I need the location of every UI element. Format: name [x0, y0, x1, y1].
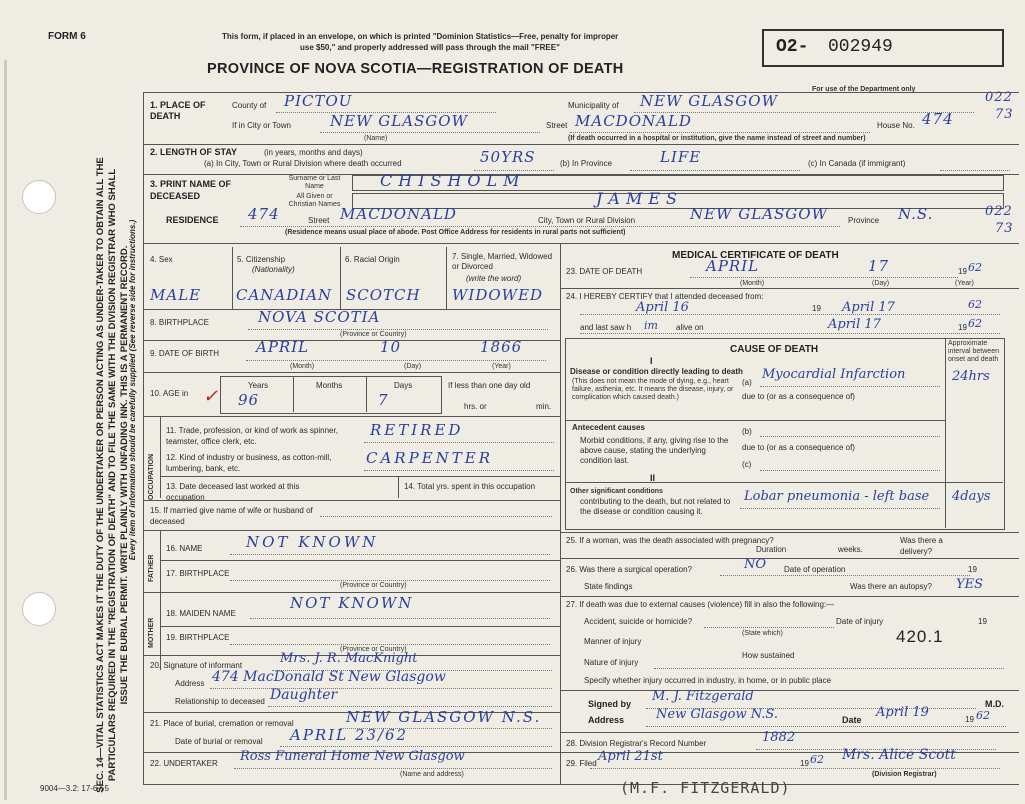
birthplace-label: 8. BIRTHPLACE — [150, 318, 209, 327]
paper-edge — [4, 60, 7, 800]
accident-label: Accident, suicide or homicide? — [584, 617, 693, 626]
postage-note-2: use $50," and properly addressed will pass through the mail "FREE" — [300, 43, 560, 52]
municipality-value: NEW GLASGOW — [640, 92, 779, 110]
father-name-label: 16. NAME — [166, 544, 203, 553]
last-saw-label: and last saw h — [580, 323, 632, 332]
signed-date-year: 62 — [976, 709, 990, 722]
operation-date-label: Date of operation — [784, 565, 846, 574]
total-years-label: 14. Total yrs. spent in this occupation — [404, 482, 536, 491]
city-value: NEW GLASGOW — [330, 112, 469, 130]
residence-house: 474 — [248, 205, 280, 223]
statute-sidebar: SEC. 14—VITAL STATISTICS ACT MAKES IT THE DUTY OF THE UNDERTAKER OR PERSON ACTING AS UNDER-TAKER TO OBTAIN ALL THE PARTICULARS REQUIRED IN THE "REGISTRATION OF DEATH" AND TO FILE THE SAME WITH THE DIVISION REGISTRAR WHO SHALL ISSUE THE BURIAL PERMIT. WRITE PLAINLY WITH UNFADING INK. THIS IS A PERMANENT RECORD. — [95, 157, 130, 793]
mother-bp-sub: (Province or Country) — [340, 646, 407, 653]
attended-from: April 16 — [636, 300, 689, 315]
surgery-label: 26. Was there a surgical operation? — [566, 565, 692, 574]
physician-address-label: Address — [588, 715, 625, 725]
mother-name: NOT KNOWN — [290, 594, 414, 612]
given-names-label: All Given or Christian Names — [288, 193, 341, 208]
manner-label: Manner of injury — [584, 637, 642, 646]
how-sustained-label: How sustained — [742, 651, 795, 660]
part-2-label: II — [650, 473, 656, 483]
municipality-label: Municipality of — [568, 101, 619, 110]
form-title: PROVINCE OF NOVA SCOTIA—REGISTRATION OF DEATH — [207, 61, 624, 77]
pregnancy-label: 25. If a woman, was the death associated with pregnancy? — [566, 536, 774, 545]
occupation-side-label: OCCUPATION — [148, 453, 155, 500]
postage-note-1: This form, if placed in an envelope, on which is printed "Dominion Statistics—Free, penalty for improper — [222, 32, 619, 41]
informant-address: 474 MacDonald St New Glasgow — [212, 669, 446, 685]
cause-b-marker: (b) — [742, 427, 752, 436]
instructions-sidebar: Every item of information should be carefully supplied (See reverse side for instructions.) — [128, 219, 137, 561]
due-to-2: due to (or as a consequence of) — [742, 443, 855, 452]
residence-city-label: City, Town or Rural Division — [538, 216, 636, 225]
dob-month: APRIL — [256, 338, 310, 356]
informant-address-label: Address — [175, 679, 205, 688]
physician-stamp-note: (M.F. FITZGERALD) — [620, 779, 791, 797]
stay-province-label: (b) In Province — [560, 159, 613, 168]
burial-place-label: 21. Place of burial, cremation or removal — [150, 719, 294, 728]
state-which: (State which) — [742, 630, 783, 637]
injury-date-label: Date of injury — [836, 617, 884, 626]
punch-hole — [22, 592, 56, 626]
attended-century: 19 — [812, 304, 821, 313]
dod-day-sub: (Day) — [872, 280, 890, 287]
father-side-label: FATHER — [148, 554, 155, 582]
date-of-death-day: 17 — [868, 257, 890, 275]
duration-label: Duration — [756, 545, 787, 554]
signed-by-label: Signed by — [588, 699, 632, 709]
residence-province-label: Province — [848, 216, 880, 225]
informant-signature-label: 20. Signature of informant — [150, 661, 243, 670]
other-conditions-note: contributing to the death, but not related to the disease or condition causing it. — [580, 497, 731, 516]
alive-on-century: 19 — [958, 323, 967, 332]
antecedent-note: Morbid conditions, if any, giving rise to the above cause, stating the underlying condition last. — [580, 436, 729, 465]
age-years: 96 — [238, 391, 260, 409]
external-causes-label: 27. If death was due to external causes (violence) fill in also the following:— — [566, 600, 835, 609]
dob-year: 1866 — [480, 338, 523, 356]
print-code: 9004—3.2: 17-6-55 — [40, 784, 109, 793]
father-bp-sub: (Province or Country) — [340, 582, 407, 589]
immediate-cause-note: (This does not mean the mode of dying, e.g., heart failure, asthenia, etc. It means the disease, injury, or complication which caused death.) — [572, 378, 734, 401]
given-names-value: JAMES — [596, 189, 683, 208]
record-number: 1882 — [762, 730, 796, 745]
date-of-death-label: 23. DATE OF DEATH — [566, 267, 643, 276]
autopsy-value: YES — [956, 577, 983, 592]
other-cause-value: Lobar pneumonia - left base — [744, 489, 930, 504]
citizenship-sub: (Nationality) — [252, 265, 295, 274]
mother-birthplace-label: 19. BIRTHPLACE — [166, 633, 230, 642]
age-months-label: Months — [316, 381, 343, 390]
alive-on-label: alive on — [676, 323, 704, 332]
registrar-signature: Mrs. Alice Scott — [842, 747, 956, 763]
wife-label: 15. If married give name of wife or husband of deceased — [150, 506, 313, 526]
dept-code-1: 022 — [985, 90, 1013, 105]
signed-date: April 19 — [876, 705, 929, 720]
undertaker-sub: (Name and address) — [400, 771, 464, 778]
reg-prefix: O2- — [776, 37, 809, 57]
interval-label: Approximate interval between onset and death — [948, 340, 999, 363]
age-check-mark: ✓ — [203, 386, 219, 407]
dept-code-4: 73 — [995, 221, 1014, 236]
residence-street-label: Street — [308, 216, 330, 225]
stay-city-value: 50YRS — [480, 148, 536, 166]
md-label: M.D. — [985, 699, 1004, 709]
date-of-death-century: 19 — [958, 267, 967, 276]
dob-label: 9. DATE OF BIRTH — [150, 349, 220, 358]
dept-use: For use of the Department only — [812, 86, 916, 93]
filed-label: 29. Filed — [566, 759, 597, 768]
burial-place: NEW GLASGOW N.S. — [346, 708, 542, 726]
operation-date-century: 19 — [968, 565, 977, 574]
surname-value: CHISHOLM — [380, 171, 526, 190]
street-value: MACDONALD — [575, 112, 692, 130]
house-label: House No. — [877, 121, 915, 130]
attended-to: April 17 — [842, 300, 895, 315]
surname-label: Surname or Last Name — [288, 175, 341, 190]
citizenship-label: 5. Citizenship — [237, 255, 286, 264]
cause-c-marker: (c) — [742, 460, 752, 469]
dod-year-sub: (Year) — [955, 280, 974, 287]
other-cause-interval: 4days — [952, 489, 991, 504]
part-1-label: I — [650, 356, 653, 366]
residence-province: N.S. — [898, 205, 934, 223]
filed-date: April 21st — [598, 749, 663, 764]
antecedent-label: Antecedent causes — [572, 423, 645, 432]
trade-label: 11. Trade, profession, or kind of work as spinner, teamster, office clerk, etc. — [166, 426, 338, 446]
alive-on-value: April 17 — [828, 317, 881, 332]
hospital-note: (If death occurred in a hospital or institution, give the name instead of street and number) — [568, 135, 866, 142]
street-label: Street — [546, 121, 568, 130]
age-days-label: Days — [394, 381, 413, 390]
birthplace-value: NOVA SCOTIA — [258, 308, 381, 326]
hrs-label: hrs. or — [464, 402, 487, 411]
filed-century: 19 — [800, 759, 809, 768]
sex-label: 4. Sex — [150, 255, 173, 264]
signed-date-label: Date — [842, 715, 862, 725]
physician-signature: M. J. Fitzgerald — [652, 689, 754, 704]
other-conditions-label: Other significant conditions — [570, 488, 663, 495]
weeks-label: weeks. — [838, 545, 863, 554]
residence-label: RESIDENCE — [166, 215, 219, 225]
age-days: 7 — [378, 391, 389, 409]
dod-month-sub: (Month) — [740, 280, 765, 287]
birthplace-sub: (Province or Country) — [340, 331, 407, 338]
cause-a-marker: (a) — [742, 378, 752, 387]
age-years-label: Years — [248, 381, 269, 390]
mother-side-label: MOTHER — [148, 617, 155, 648]
industry-question-label: Specify whether injury occurred in industry, in home, or in public place — [584, 676, 832, 685]
father-birthplace-label: 17. BIRTHPLACE — [166, 569, 230, 578]
city-label: If in City or Town — [232, 121, 291, 130]
record-number-label: 28. Division Registrar's Record Number — [566, 739, 707, 748]
date-of-death-year: 62 — [968, 261, 982, 274]
physician-address: New Glasgow N.S. — [656, 707, 778, 722]
medical-certificate-heading: MEDICAL CERTIFICATE OF DEATH — [672, 250, 839, 261]
name-note: (Name) — [364, 135, 388, 142]
father-name: NOT KNOWN — [246, 533, 379, 551]
stay-city-label: (a) In City, Town or Rural Division where death occurred — [204, 159, 402, 168]
burial-date: APRIL 23/62 — [290, 726, 409, 744]
dept-code-3: 022 — [985, 204, 1013, 219]
delivery-label: Was there a delivery? — [900, 536, 943, 556]
racial-origin-label: 6. Racial Origin — [345, 255, 400, 264]
undertaker-label: 22. UNDERTAKER — [150, 759, 218, 768]
registrar-sub: (Division Registrar) — [872, 771, 937, 778]
injury-date-century: 19 — [978, 617, 987, 626]
print-name-label: 3. PRINT NAME OF DECEASED — [150, 179, 232, 201]
dept-code-2: 73 — [995, 107, 1014, 122]
residence-note: (Residence means usual place of abode. Post Office Address for residents in rural parts not sufficient) — [285, 229, 626, 236]
signed-date-century: 19 — [965, 715, 974, 724]
relationship-label: Relationship to deceased — [175, 697, 265, 706]
less-day-label: If less than one day old — [448, 381, 531, 390]
state-findings-label: State findings — [584, 582, 633, 591]
immediate-cause-label: Disease or condition directly leading to death — [570, 367, 743, 376]
last-saw-him: im — [644, 319, 658, 332]
cause-of-death-heading: CAUSE OF DEATH — [730, 344, 819, 355]
county-label: County of — [232, 101, 267, 110]
last-worked-label: 13. Date deceased last worked at this occupation — [166, 482, 300, 502]
sex-value: MALE — [150, 286, 202, 304]
reg-number: 002949 — [828, 37, 893, 57]
filed-year: 62 — [810, 753, 824, 766]
residence-city: NEW GLASGOW — [690, 205, 829, 223]
residence-street: MACDONALD — [340, 205, 457, 223]
date-of-death-month: APRIL — [706, 257, 760, 275]
racial-origin-value: SCOTCH — [346, 286, 421, 304]
alive-on-year: 62 — [968, 317, 982, 330]
attended-label: 24. I HEREBY CERTIFY that I attended deceased from: — [566, 292, 764, 301]
burial-date-label: Date of burial or removal — [175, 737, 263, 746]
stay-canada-label: (c) In Canada (if immigrant) — [808, 159, 906, 168]
informant-signature: Mrs. J. R. MacKnight — [280, 651, 418, 666]
stay-province-value: LIFE — [660, 148, 702, 166]
dob-day-sub: (Day) — [404, 363, 422, 370]
industry-label: 12. Kind of industry or business, as cotton-mill, lumbering, bank, etc. — [166, 453, 332, 473]
due-to-1: due to (or as a consequence of) — [742, 392, 855, 401]
marital-value: WIDOWED — [452, 286, 544, 304]
min-label: min. — [536, 402, 552, 411]
autopsy-label: Was there an autopsy? — [850, 582, 932, 591]
length-of-stay-sub: (in years, months and days) — [264, 148, 363, 157]
county-value: PICTOU — [284, 92, 353, 110]
form-number: FORM 6 — [48, 31, 86, 42]
undertaker-value: Ross Funeral Home New Glasgow — [240, 749, 465, 764]
nature-label: Nature of injury — [584, 658, 639, 667]
place-of-death-label: 1. PLACE OF DEATH — [150, 100, 206, 121]
dob-year-sub: (Year) — [492, 363, 511, 370]
length-of-stay-label: 2. LENGTH OF STAY — [150, 147, 238, 157]
industry-value: CARPENTER — [366, 449, 494, 467]
marital-label: 7. Single, Married, Widowed or Divorced — [452, 252, 553, 271]
cause-a-interval: 24hrs — [952, 369, 990, 384]
cause-a-value: Myocardial Infarction — [762, 367, 906, 382]
house-value: 474 — [922, 110, 954, 128]
dob-day: 10 — [380, 338, 402, 356]
citizenship-value: CANADIAN — [236, 286, 333, 304]
relationship-value: Daughter — [270, 687, 338, 703]
marital-sub: (write the word) — [466, 274, 522, 283]
age-label: 10. AGE in — [150, 389, 189, 398]
icd-code: 420.1 — [896, 627, 944, 646]
dob-month-sub: (Month) — [290, 363, 315, 370]
surgery-value: NO — [744, 557, 767, 572]
mother-name-label: 18. MAIDEN NAME — [166, 609, 236, 618]
attended-year: 62 — [968, 298, 982, 311]
trade-value: RETIRED — [370, 421, 464, 439]
punch-hole — [22, 180, 56, 214]
